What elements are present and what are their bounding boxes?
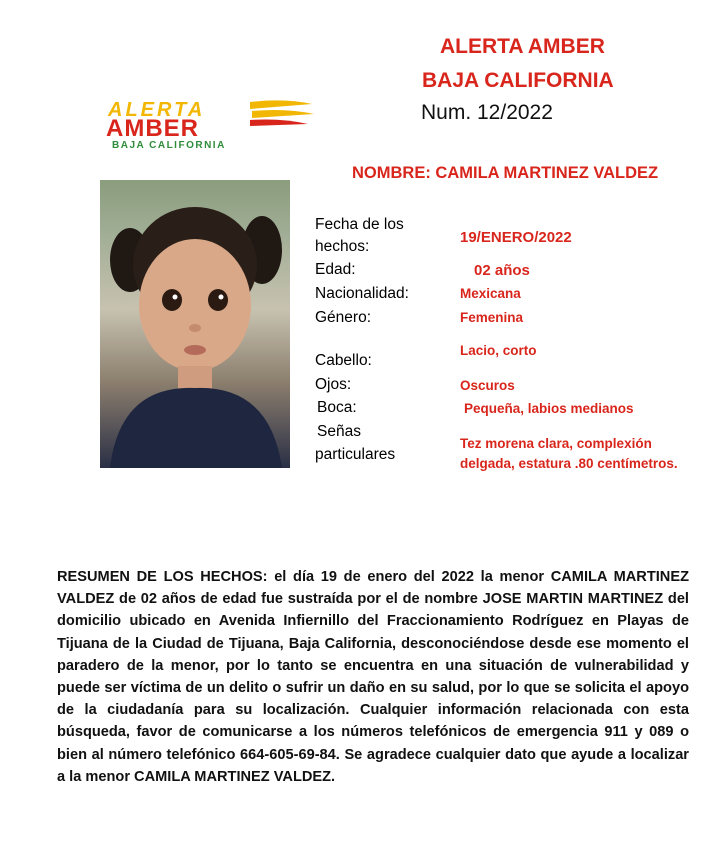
value-cabello: Lacio, corto bbox=[460, 343, 537, 358]
header-title: ALERTA AMBER bbox=[440, 35, 605, 58]
value-genero: Femenina bbox=[460, 310, 524, 325]
logo-word-baja-california: BAJA CALIFORNIA bbox=[112, 140, 226, 151]
logo-word-alerta: ALERTA bbox=[108, 99, 206, 121]
value-boca: Pequeña, labios medianos bbox=[464, 401, 634, 416]
value-senas-line2: delgada, estatura .80 centímetros. bbox=[460, 456, 678, 471]
child-photo-icon bbox=[100, 180, 290, 468]
label-edad: Edad: bbox=[315, 261, 356, 278]
child-photo bbox=[100, 180, 290, 468]
logo-word-amber: AMBER bbox=[106, 115, 199, 142]
label-fecha-line2: hechos: bbox=[315, 238, 370, 255]
summary-paragraph: RESUMEN DE LOS HECHOS: el día 19 de enero del 2022 la menor CAMILA MARTINEZ VALDEZ de 02 años de edad fue sustraída por el de nombre JOSE MARTIN MARTINEZ del domicilio ubicado en Avenida Infiernillo del Fraccionamiento Rodríguez en Playas de Tijuana de la Ciudad de Tijuana, Baja California, desconociéndose desde ese momento el paradero de la menor, por lo tanto se encuentra en una situación de vulnerabilidad y puede ser víctima de un delito o sufrir un daño en su salud, por lo que se solicita el apoyo de la ciudadanía para su localización. Cualquier información relacionada con esta búsqueda, favor de comunicarse a los números telefónicos de emergencia 911 y 089 o bien al número telefónico 664-605-69-84. Se agradece cualquier dato que ayude a localizar a la menor CAMILA MARTINEZ VALDEZ. bbox=[57, 569, 689, 785]
value-senas-line1: Tez morena clara, complexión bbox=[460, 436, 652, 451]
label-fecha-line1: Fecha de los bbox=[315, 216, 404, 233]
label-boca: Boca: bbox=[317, 399, 357, 416]
alerta-amber-logo bbox=[100, 96, 320, 156]
alerta-amber-logo-graphic bbox=[100, 96, 320, 156]
label-genero: Género: bbox=[315, 309, 372, 326]
value-fecha: 19/ENERO/2022 bbox=[460, 229, 572, 246]
label-senas-line2: particulares bbox=[315, 446, 396, 463]
header-region: BAJA CALIFORNIA bbox=[422, 69, 614, 92]
label-cabello: Cabello: bbox=[315, 352, 372, 369]
label-ojos: Ojos: bbox=[315, 376, 352, 393]
bulletin-number: Num. 12/2022 bbox=[421, 101, 553, 124]
missing-person-name: NOMBRE: CAMILA MARTINEZ VALDEZ bbox=[352, 164, 659, 182]
value-nacionalidad: Mexicana bbox=[460, 286, 521, 301]
label-nacionalidad: Nacionalidad: bbox=[315, 285, 409, 302]
value-edad: 02 años bbox=[474, 262, 530, 279]
value-ojos: Oscuros bbox=[460, 378, 515, 393]
label-senas-line1: Señas bbox=[317, 423, 361, 440]
